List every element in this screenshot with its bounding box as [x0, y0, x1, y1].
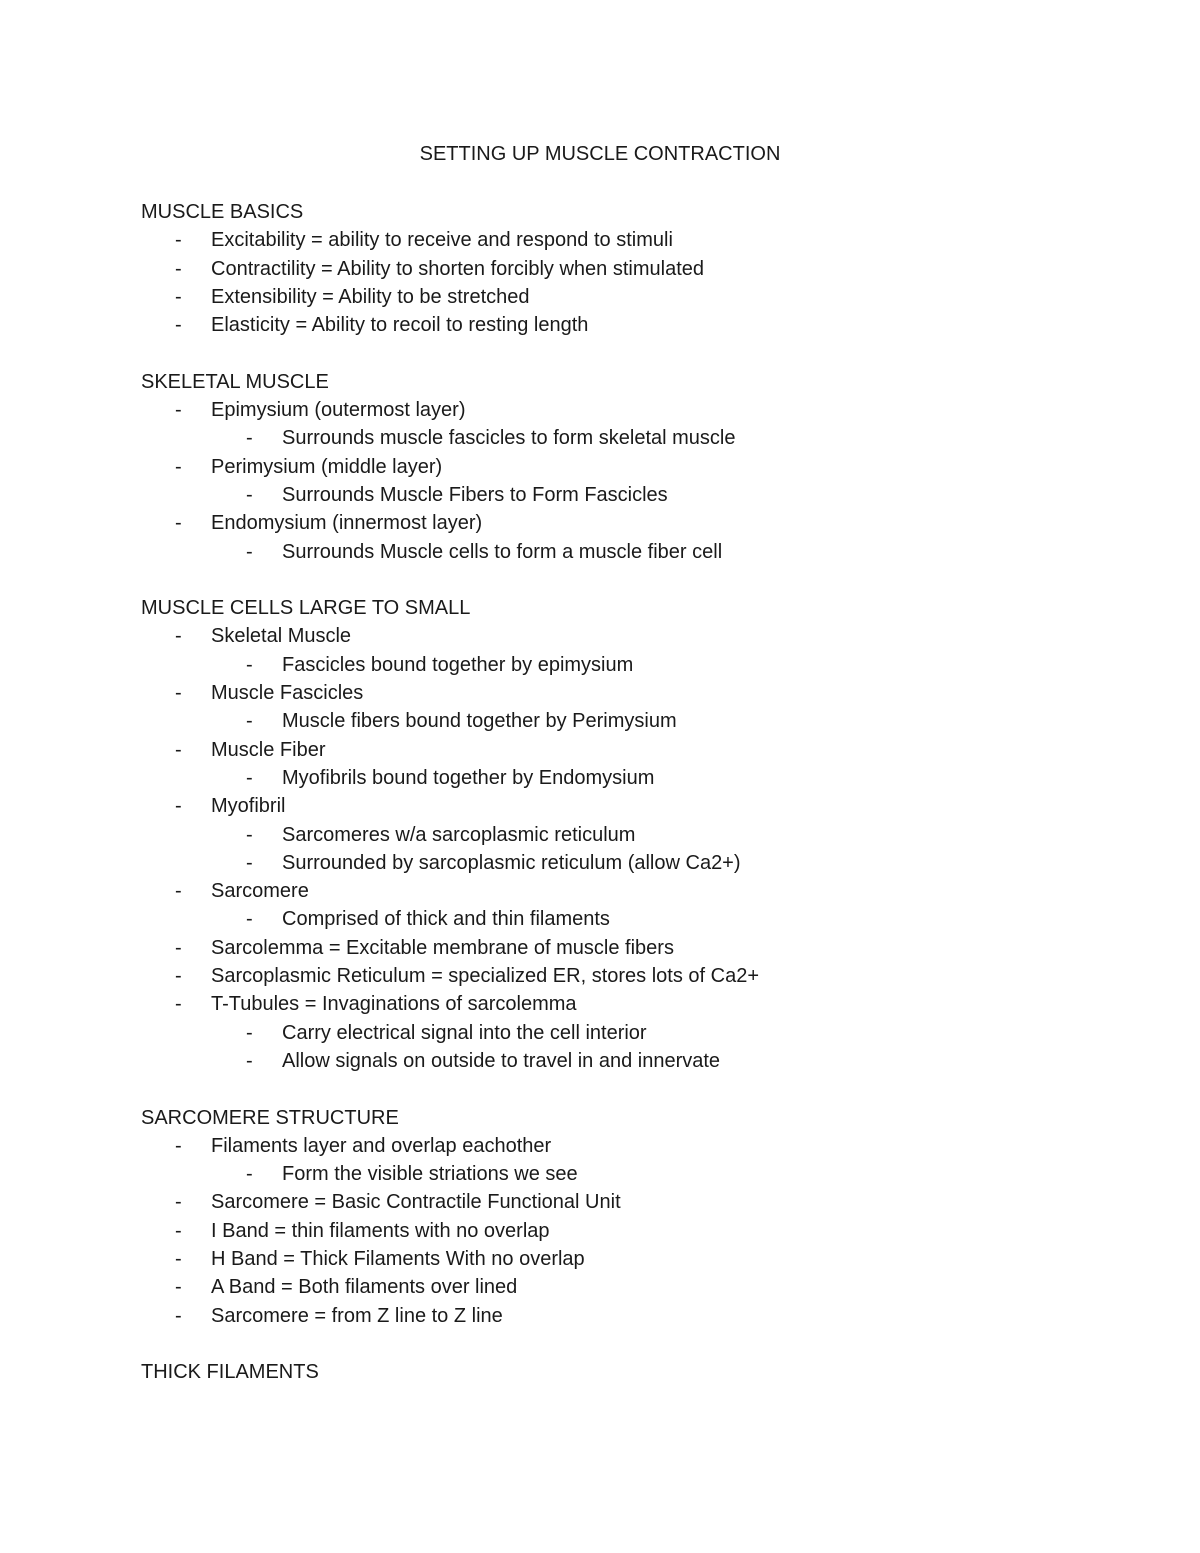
dash-bullet: -: [175, 455, 182, 478]
dash-bullet: -: [246, 710, 253, 733]
dash-bullet: -: [175, 1276, 182, 1299]
list-item-text: Sarcoplasmic Reticulum = specialized ER, stores lots of Ca2+: [211, 965, 760, 988]
section-heading: MUSCLE CELLS LARGE TO SMALL: [141, 597, 471, 620]
section-heading: MUSCLE BASICS: [141, 201, 304, 223]
sub-list-item: [141, 538, 1121, 566]
sub-list-item: [141, 1019, 1121, 1047]
dash-bullet: -: [175, 512, 182, 535]
list-item-text: Form the visible striations we see: [282, 1163, 578, 1186]
list-item: [141, 792, 1121, 820]
list-item-text: Endomysium (innermost layer): [211, 512, 483, 535]
list-item: [141, 877, 1121, 905]
list-item-text: Comprised of thick and thin filaments: [282, 908, 610, 931]
dash-bullet: -: [246, 483, 253, 506]
list-item-text: Fascicles bound together by epimysium: [282, 653, 634, 676]
section: [141, 594, 1121, 1075]
bullet-list: [141, 396, 1121, 566]
list-item: [141, 1132, 1121, 1160]
sub-list-item: [141, 1160, 1121, 1188]
dash-bullet: -: [175, 314, 182, 337]
list-item: [141, 962, 1121, 990]
list-item-text: Sarcomeres w/a sarcoplasmic reticulum: [282, 823, 636, 846]
list-item-text: A Band = Both filaments over lined: [211, 1276, 518, 1299]
list-item-text: Excitability = ability to receive and respond to stimuli: [211, 229, 673, 252]
list-item-text: Muscle Fiber: [211, 738, 326, 761]
sub-list-item: [141, 905, 1121, 933]
list-item-text: Elasticity = Ability to recoil to resting length: [211, 314, 589, 337]
document-body: [141, 198, 1121, 1415]
dash-bullet: -: [246, 1049, 253, 1072]
list-item: [141, 736, 1121, 764]
list-item: [141, 311, 1121, 339]
list-item: [141, 934, 1121, 962]
list-item: [141, 990, 1121, 1018]
section-heading: THICK FILAMENTS: [141, 1361, 319, 1384]
dash-bullet: -: [175, 1219, 182, 1242]
dash-bullet: -: [175, 965, 182, 988]
list-item: [141, 509, 1121, 537]
dash-bullet: -: [246, 1021, 253, 1044]
dash-bullet: -: [175, 229, 182, 252]
list-item-text: Sarcomere = from Z line to Z line: [211, 1304, 503, 1327]
section-heading: SARCOMERE STRUCTURE: [141, 1106, 399, 1129]
sub-list-item: [141, 1047, 1121, 1075]
section: [141, 1358, 1121, 1386]
dash-bullet: -: [246, 908, 253, 931]
dash-bullet: -: [175, 880, 182, 903]
list-item-text: Perimysium (middle layer): [211, 455, 443, 478]
section: [141, 198, 1121, 339]
section-heading: SKELETAL MUSCLE: [141, 370, 329, 393]
list-item: [141, 1217, 1121, 1245]
list-item: [141, 453, 1121, 481]
list-item-text: Extensibility = Ability to be stretched: [211, 285, 530, 308]
dash-bullet: -: [246, 851, 253, 874]
list-item-text: Surrounded by sarcoplasmic reticulum (allow Ca2+): [282, 851, 741, 874]
list-item: [141, 226, 1121, 254]
list-item: [141, 283, 1121, 311]
sub-list-item: [141, 849, 1121, 877]
list-item-text: Muscle Fascicles: [211, 682, 364, 705]
dash-bullet: -: [246, 540, 253, 563]
list-item-text: I Band = thin filaments with no overlap: [211, 1219, 550, 1242]
dash-bullet: -: [246, 766, 253, 789]
list-item-text: Surrounds muscle fascicles to form skeletal muscle: [282, 427, 736, 450]
dash-bullet: -: [175, 936, 182, 959]
dash-bullet: -: [246, 1163, 253, 1186]
list-item: [141, 1273, 1121, 1301]
list-item: [141, 396, 1121, 424]
dash-bullet: -: [175, 993, 182, 1016]
list-item-text: Myofibril: [211, 795, 286, 818]
dash-bullet: -: [175, 1191, 182, 1214]
dash-bullet: -: [246, 823, 253, 846]
sub-list-item: [141, 481, 1121, 509]
list-item-text: Skeletal Muscle: [211, 625, 352, 648]
list-item-text: Surrounds Muscle cells to form a muscle fiber cell: [282, 540, 723, 563]
list-item: [141, 255, 1121, 283]
sub-list-item: [141, 764, 1121, 792]
list-item-text: Muscle fibers bound together by Perimysium: [282, 710, 677, 733]
bullet-list: [141, 622, 1121, 1075]
dash-bullet: -: [175, 1134, 182, 1157]
dash-bullet: -: [175, 1304, 182, 1327]
list-item-text: Myofibrils bound together by Endomysium: [282, 766, 655, 789]
dash-bullet: -: [246, 653, 253, 676]
list-item-text: Carry electrical signal into the cell interior: [282, 1021, 647, 1044]
dash-bullet: -: [246, 427, 253, 450]
list-item-text: Sarcomere = Basic Contractile Functional Unit: [211, 1191, 621, 1214]
dash-bullet: -: [175, 625, 182, 648]
sub-list-item: [141, 651, 1121, 679]
dash-bullet: -: [175, 257, 182, 280]
list-item: [141, 622, 1121, 650]
list-item-text: Filaments layer and overlap eachother: [211, 1134, 552, 1157]
dash-bullet: -: [175, 682, 182, 705]
list-item-text: Sarcomere: [211, 880, 309, 903]
list-item: [141, 1302, 1121, 1330]
list-item-text: Allow signals on outside to travel in and innervate: [282, 1049, 721, 1072]
list-item-text: Sarcolemma = Excitable membrane of muscle fibers: [211, 936, 674, 959]
list-item-text: T-Tubules = Invaginations of sarcolemma: [211, 993, 577, 1016]
dash-bullet: -: [175, 795, 182, 818]
document-title: SETTING UP MUSCLE CONTRACTION: [419, 143, 781, 165]
list-item-text: Epimysium (outermost layer): [211, 399, 466, 422]
list-item-text: H Band = Thick Filaments With no overlap: [211, 1247, 585, 1270]
dash-bullet: -: [175, 738, 182, 761]
list-item: [141, 1188, 1121, 1216]
section: [141, 368, 1121, 566]
list-item: [141, 1245, 1121, 1273]
list-item-text: Contractility = Ability to shorten forcibly when stimulated: [211, 257, 704, 280]
sub-list-item: [141, 424, 1121, 452]
section: [141, 1104, 1121, 1330]
sub-list-item: [141, 821, 1121, 849]
list-item: [141, 679, 1121, 707]
list-item-text: Surrounds Muscle Fibers to Form Fascicles: [282, 483, 668, 506]
dash-bullet: -: [175, 399, 182, 422]
dash-bullet: -: [175, 1247, 182, 1270]
bullet-list: [141, 1132, 1121, 1330]
dash-bullet: -: [175, 285, 182, 308]
bullet-list: [141, 226, 1121, 339]
sub-list-item: [141, 707, 1121, 735]
